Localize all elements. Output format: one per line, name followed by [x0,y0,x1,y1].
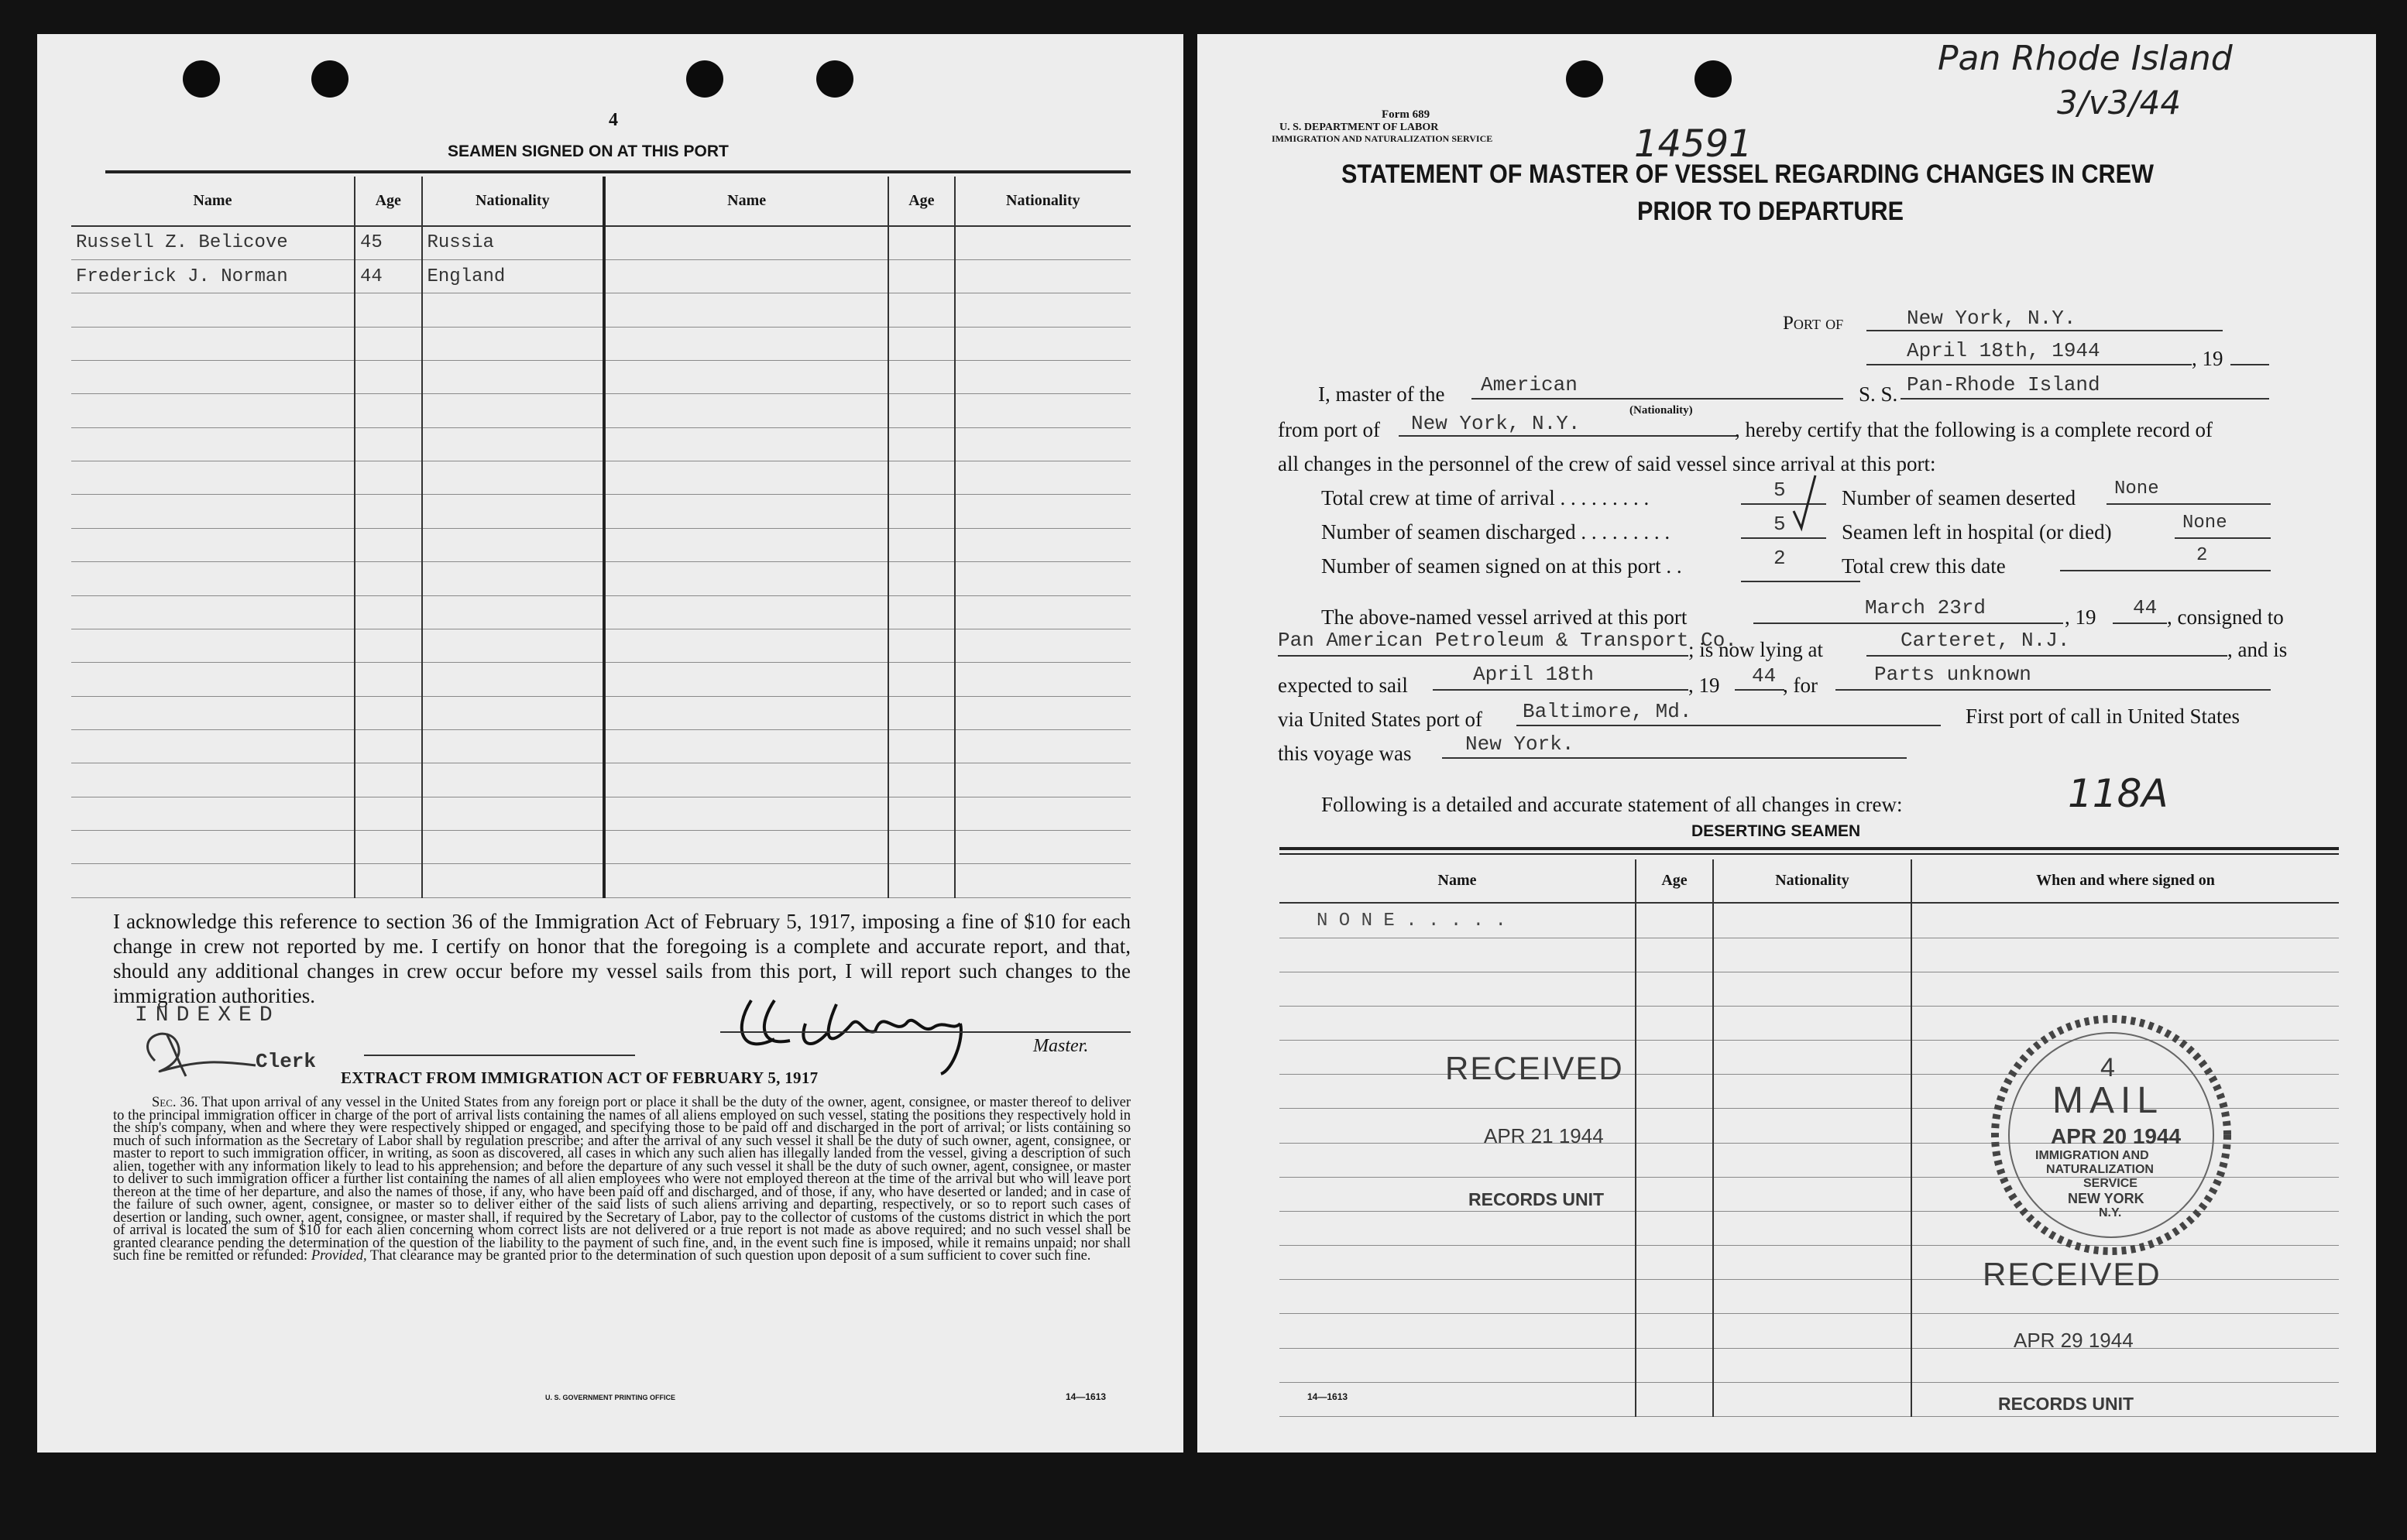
blank-line [1835,689,2271,691]
signed-on-value: 2 [1773,547,1786,570]
following-text: Following is a detailed and accurate statement of all changes in crew: [1321,793,1903,816]
left-page-title: SEAMEN SIGNED ON AT THIS PORT [448,142,729,160]
mail-line: NATURALIZATION [2046,1163,2154,1176]
table-row [71,259,1131,293]
mail-line: IMMIGRATION AND [2035,1149,2149,1162]
clerk-initials-scribble [124,1014,271,1084]
mail-date: APR 20 1944 [2051,1124,2182,1148]
blank-line [1471,398,1843,400]
form-number: Form 689 [1382,108,1430,121]
clerk-label: Clerk [256,1050,317,1073]
seaman-nationality: Russia [422,226,605,260]
column-header: Nationality [1713,859,1911,903]
lying-value: Carteret, N.J. [1901,629,2070,652]
received-stamp-text: RECEIVED [1445,1050,1624,1086]
deserted-label: Number of seamen deserted [1842,486,2076,509]
mail-line: NEW YORK [2068,1191,2144,1206]
signed-on-label: Number of seamen signed on at this port . . [1321,554,1682,578]
seaman-nationality: England [422,259,605,293]
seaman-name: Frederick J. Norman [71,259,355,293]
blank-line [1901,398,2269,400]
mail-line: SERVICE [2083,1177,2137,1190]
expected-year-prefix: , 19 [1688,674,1720,697]
page-number: 4 [609,110,618,130]
blank-line [1433,689,1688,691]
column-header: Nationality [955,177,1131,226]
certify-text: , hereby certify that the following is a complete record of [1735,418,2213,441]
port-of-label: Port of [1783,313,1844,334]
printer-credit: U. S. GOVERNMENT PRINTING OFFICE [545,1394,676,1401]
arrived-year-prefix: , 19 [2065,605,2096,629]
check-mark [1791,472,1822,534]
nationality-caption: (Nationality) [1629,404,1693,417]
via-label: via United States port of [1278,708,1482,731]
department-name: U. S. DEPARTMENT OF LABOR [1279,122,1439,133]
seaman-name: Russell Z. Belicove [71,226,355,260]
column-header: Name [71,177,355,226]
blank-line [2107,503,2271,505]
total-today-value: 2 [2196,545,2208,566]
handwritten-code: 118A [2068,771,2168,816]
blank-line [1866,330,2223,331]
column-header: Age [888,177,955,226]
punch-hole [311,60,349,98]
clerk-signature-line [364,1055,635,1056]
punch-hole [686,60,723,98]
master-signature-line [720,1031,1131,1033]
master-of-label: I, master of the [1318,382,1445,406]
section-label: Sec. 36. [152,1095,198,1110]
right-title-line2: PRIOR TO DEPARTURE [1637,197,1904,226]
handwritten-ship-note: Pan Rhode Island [1938,39,2233,78]
discharged-label: Number of seamen discharged . . . . . . . . . [1321,520,1670,544]
total-today-label: Total crew this date [1842,554,2006,578]
left-form-code: 14—1613 [1066,1391,1107,1402]
indexed-stamp: INDEXED [135,1003,280,1027]
from-port-value: New York, N.Y. [1411,412,1581,435]
mail-word: MAIL [2052,1080,2165,1121]
this-voyage-label: this voyage was [1278,742,1412,765]
blank-line [1753,623,2063,624]
master-signature [728,977,1007,1078]
ss-label: S. S. [1859,382,1898,406]
column-header: Age [355,177,422,226]
punch-hole [816,60,853,98]
blank-line [1741,581,1860,582]
blank-line [1516,725,1941,726]
punch-hole [1566,60,1603,98]
received-stamp-date: APR 29 1944 [2014,1329,2134,1352]
via-value: Baltimore, Md. [1523,700,1692,723]
total-crew-arrival-value: 5 [1773,478,1786,502]
mail-line: N.Y. [2099,1206,2122,1219]
right-form-code: 14—1613 [1307,1391,1348,1402]
lying-label: ; is now lying at [1688,638,1823,661]
consigned-label: , consigned to [2167,605,2284,629]
changes-text: all changes in the personnel of the crew of said vessel since arrival at this port: [1278,452,1936,475]
blank-line [1866,364,2192,365]
deserting-title: DESERTING SEAMEN [1691,822,1861,840]
blank-line [1866,655,2227,657]
arrived-label: The above-named vessel arrived at this port [1321,605,1688,629]
blank-line [1278,655,1688,657]
arrived-value: March 23rd [1865,596,1986,619]
table-top-rule [1279,853,2339,855]
records-unit-stamp: RECORDS UNIT [1998,1394,2134,1414]
table-top-rule [1279,847,2339,850]
table-row [71,226,1131,260]
table-row [1279,903,2339,938]
extract-body [113,1096,1131,1263]
for-label: , for [1783,674,1818,697]
blank-line [2060,570,2271,571]
blank-line [1735,689,1784,691]
none-entry: N O N E . . . . . [1279,903,1636,938]
records-unit-stamp: RECORDS UNIT [1468,1189,1605,1209]
extract-tail: That clearance may be granted prior to the determination of such question upon deposit of a sum sufficient to cover such fine. [369,1248,1091,1264]
received-stamp-date: APR 21 1944 [1484,1124,1604,1147]
blank-line [1399,435,1736,437]
column-header: When and where signed on [1911,859,2339,903]
extract-title: EXTRACT FROM IMMIGRATION ACT OF FEBRUARY 5, 1917 [341,1068,819,1087]
discharged-value: 5 [1773,513,1786,536]
first-call-label: First port of call in United States [1966,705,2240,728]
blank-line [2113,623,2167,624]
seamen-signed-on-table [71,177,1131,898]
expected-label: expected to sail [1278,674,1408,697]
nationality-value: American [1481,373,1578,396]
provided-word: Provided, [311,1248,367,1264]
seaman-age: 44 [355,259,422,293]
extract-text: That upon arrival of any vessel in the United States from any foreign port or place it shall be the duty of the owner, agent, consignee, or master thereof to deliver to the principal immigration officer in charge of the port of arrival lists containing the names of all aliens employed on such vessel, stating the positions they respectively hold in the ship's company, when and where they were respectively shipped or engaged, and specifying those to be paid off and discharged in the port of arrival; or lists containing so much of such information as the Secretary of Labor shall by regulation prescribe; and after the arrival of any such vessel it shall be the duty of such owner, agent, consignee, or master to report to such immigration officer, in writing, as soon as discovered, all cases in which any such alien has illegally landed from the vessel, giving a description of such alien, together with any information likely to lead to his apprehension; and before the departure of any such vessel it shall be the duty of such owner, agent, consignee, or master to deliver to such immigration officer a further list containing the names of all alien employees who were not employed thereon at the time of the arrival but who will leave port thereon at the time of her departure, and also the names of those, if any, who have been paid off and discharged, and of those, if any, who have deserted or landed; and in case of the failure of such owner, agent, consignee, or master so to deliver either of the said lists of such aliens arriving and departing, respectively, or so to report such cases of desertion or landing, such owner, agent, consignee, or master shall, if required by the Secretary of Labor, pay to the collector of customs of the customs district in which the port of arrival is located the sum of $10 for each alien concerning whom correct lists are not delivered or a true report is not made as above required; and no such vessel shall be granted clearance pending the determination of the question of the liability to the payment of such fine, and, in the event such fine is imposed, while it remains unpaid; nor shall such fine be remitted or refunded: [113,1095,1131,1264]
total-crew-arrival-label: Total crew at time of arrival . . . . . . . . . [1321,486,1650,509]
handwritten-date-note: 3/v3/44 [2057,84,2182,122]
ship-name: Pan-Rhode Island [1907,373,2100,396]
port-of-value: New York, N.Y. [1907,307,2076,330]
received-stamp-text: RECEIVED [1983,1256,2161,1292]
table-top-rule [105,170,1131,173]
column-header: Name [604,177,888,226]
column-header: Nationality [422,177,605,226]
from-port-label: from port of [1278,418,1380,441]
blank-line [1741,537,1826,539]
blank-line [2175,537,2271,539]
and-is-label: , and is [2227,638,2288,661]
hospital-value: None [2182,513,2227,533]
seaman-age: 45 [355,226,422,260]
arrived-year: 44 [2133,596,2158,619]
acknowledgment-text: I acknowledge this reference to section 36 of the Immigration Act of February 5, 1917, imposing a fine of $10 for each change in crew not reported by me. I certify on honor that the foregoing is a complete and accurate report, and that, should any additional changes in crew occur before my vessel sails from this port, I will report such changes to the immigration authorities. [113,910,1131,1007]
consignee-value: Pan American Petroleum & Transport Co. [1278,629,1737,652]
punch-hole [183,60,220,98]
handwritten-file-number: 14591 [1634,122,1753,166]
punch-hole [1695,60,1732,98]
service-name: IMMIGRATION AND NATURALIZATION SERVICE [1272,133,1493,144]
blank-line [1442,757,1907,759]
for-value: Parts unknown [1874,663,2031,686]
master-label: Master. [1033,1036,1089,1056]
hospital-label: Seamen left in hospital (or died) [1842,520,2112,544]
this-voyage-value: New York. [1465,732,1574,756]
date-suffix: , 19 [2192,347,2223,370]
right-title-line1: STATEMENT OF MASTER OF VESSEL REGARDING CHANGES IN CREW [1341,159,2154,189]
column-header: Age [1636,859,1713,903]
column-header: Name [1279,859,1636,903]
expected-value: April 18th [1473,663,1595,686]
expected-year: 44 [1752,664,1777,688]
date-value: April 18th, 1944 [1907,339,2100,362]
blank-line [2230,364,2269,365]
deserted-value: None [2114,478,2159,499]
mail-number: 4 [2100,1053,2115,1082]
